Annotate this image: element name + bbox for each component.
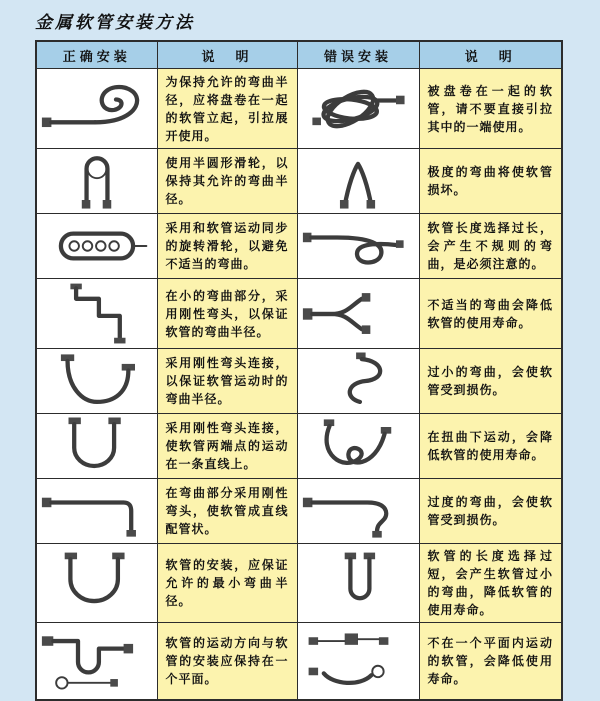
table-row bbox=[36, 544, 562, 623]
correct-figure-cell bbox=[36, 279, 157, 349]
hose-with-extreme-sharp-bend-illustration bbox=[301, 152, 415, 210]
table-row bbox=[36, 349, 562, 414]
wrong-figure-cell bbox=[297, 623, 419, 700]
table-row bbox=[36, 479, 562, 544]
correct-note: 采用刚性弯头连接，使软管两端点的运动在一条直线上。 bbox=[157, 414, 297, 479]
too-small-bend-s-hook-illustration bbox=[301, 352, 415, 410]
correct-figure-cell bbox=[36, 544, 157, 623]
wrong-note: 过小的弯曲，会使软管受到损伤。 bbox=[419, 349, 562, 414]
wrong-note: 软管的长度选择过短，会产生软管过小的弯曲，降低软管的使用寿命。 bbox=[419, 544, 562, 623]
hose-over-semicircular-pulley-illustration bbox=[40, 152, 154, 210]
wide-u-minimum-bend-radius-illustration bbox=[40, 551, 154, 615]
hose-motion-in-one-plane-illustration bbox=[40, 626, 154, 696]
installation-table bbox=[35, 40, 563, 701]
table-row bbox=[36, 149, 562, 214]
correct-note: 在弯曲部分采用刚性弯头，使软管成直线配管状。 bbox=[157, 479, 297, 544]
coiled-hose-stood-up-and-unrolled-illustration bbox=[40, 74, 154, 144]
wrong-figure-cell bbox=[297, 214, 419, 279]
table-row bbox=[36, 414, 562, 479]
rigid-elbow-connection-curve-illustration bbox=[40, 352, 154, 410]
excessive-bend-at-corner-illustration bbox=[301, 483, 415, 539]
table-row bbox=[36, 623, 562, 700]
correct-note: 软管的安装，应保证允许的最小弯曲半径。 bbox=[157, 544, 297, 623]
table-row bbox=[36, 69, 562, 149]
column-header-correct-note: 说 明 bbox=[157, 41, 297, 69]
correct-note: 使用半圆形滑轮，以保持其允许的弯曲半径。 bbox=[157, 149, 297, 214]
wrong-figure-cell bbox=[297, 149, 419, 214]
wrong-figure-cell bbox=[297, 69, 419, 149]
column-header-wrong-note: 说 明 bbox=[419, 41, 562, 69]
hose-motion-out-of-plane-illustration bbox=[301, 626, 415, 696]
wrong-note: 极度的弯曲将使软管损坏。 bbox=[419, 149, 562, 214]
wrong-figure-cell bbox=[297, 349, 419, 414]
correct-note: 在小的弯曲部分，采用刚性弯头，以保证软管的弯曲半径。 bbox=[157, 279, 297, 349]
correct-figure-cell bbox=[36, 623, 157, 700]
twisted-hose-motion-illustration bbox=[301, 417, 415, 475]
wrong-note: 过度的弯曲，会使软管受到损伤。 bbox=[419, 479, 562, 544]
correct-figure-cell bbox=[36, 479, 157, 544]
wrong-figure-cell bbox=[297, 414, 419, 479]
wrong-figure-cell bbox=[297, 544, 419, 623]
improper-bend-branch-connection-illustration bbox=[301, 284, 415, 344]
table-row bbox=[36, 279, 562, 349]
column-header-correct-install: 正确安装 bbox=[36, 41, 157, 69]
hose-too-long-irregular-loop-illustration bbox=[301, 218, 415, 274]
header-row bbox=[36, 41, 562, 69]
u-shape-ends-moving-in-line-illustration bbox=[40, 417, 154, 475]
wrong-note: 不在一个平面内运动的软管，会降低使用寿命。 bbox=[419, 623, 562, 700]
wrong-figure-cell bbox=[297, 279, 419, 349]
correct-figure-cell bbox=[36, 149, 157, 214]
wrong-note: 不适当的弯曲会降低软管的使用寿命。 bbox=[419, 279, 562, 349]
rotating-pulley-synchronized-with-hose-illustration bbox=[40, 218, 154, 274]
wrong-note: 软管长度选择过长，会产生不规则的弯曲，是必须注意的。 bbox=[419, 214, 562, 279]
correct-figure-cell bbox=[36, 349, 157, 414]
page-title: 金属软管安装方法 bbox=[35, 13, 195, 33]
correct-note: 为保持允许的弯曲半径，应将盘卷在一起的软管立起，引拉展开使用。 bbox=[157, 69, 297, 149]
rigid-elbows-at-small-bends-illustration bbox=[40, 282, 154, 346]
correct-note: 软管的运动方向与软管的安装应保持在一个平面。 bbox=[157, 623, 297, 700]
table-row bbox=[36, 214, 562, 279]
correct-note: 采用和软管运动同步的旋转滑轮，以避免不适当的弯曲。 bbox=[157, 214, 297, 279]
correct-figure-cell bbox=[36, 69, 157, 149]
straight-piping-with-rigid-elbow-illustration bbox=[40, 483, 154, 539]
wrong-note: 被盘卷在一起的软管，请不要直接引拉其中的一端使用。 bbox=[419, 69, 562, 149]
wrong-note: 在扭曲下运动，会降低软管的使用寿命。 bbox=[419, 414, 562, 479]
correct-note: 采用刚性弯头连接，以保证软管运动时的弯曲半径。 bbox=[157, 349, 297, 414]
hose-too-short-narrow-u-illustration bbox=[301, 551, 415, 615]
column-header-wrong-install: 错误安装 bbox=[297, 41, 419, 69]
coiled-hose-pulled-from-one-end-illustration bbox=[301, 78, 415, 140]
wrong-figure-cell bbox=[297, 479, 419, 544]
correct-figure-cell bbox=[36, 214, 157, 279]
correct-figure-cell bbox=[36, 414, 157, 479]
